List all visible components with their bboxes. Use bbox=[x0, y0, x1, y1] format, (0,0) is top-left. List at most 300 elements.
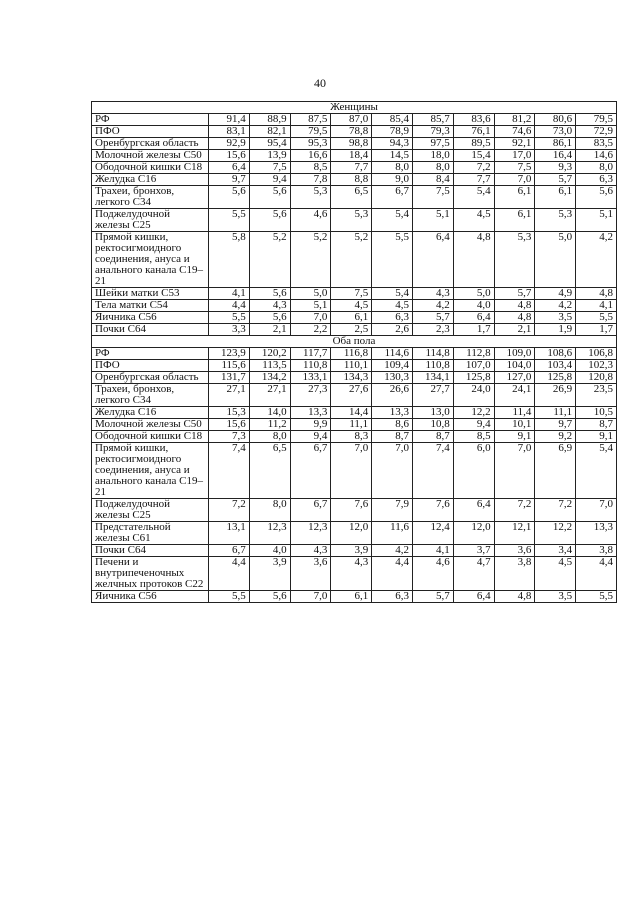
table-cell: 6,1 bbox=[494, 186, 535, 209]
table-cell: 6,4 bbox=[453, 591, 494, 603]
table-cell: 4,1 bbox=[412, 545, 453, 557]
table-cell: 6,1 bbox=[535, 186, 576, 209]
table-cell: 14,5 bbox=[372, 150, 413, 162]
table-cell: 12,3 bbox=[290, 522, 331, 545]
table-row bbox=[92, 591, 617, 603]
table-row bbox=[92, 522, 617, 545]
row-label: Желудка С16 bbox=[92, 407, 209, 419]
table-cell: 5,6 bbox=[209, 186, 250, 209]
table-cell: 125,8 bbox=[535, 372, 576, 384]
table-cell: 89,5 bbox=[453, 138, 494, 150]
page-number: 40 bbox=[314, 76, 326, 90]
table-cell: 9,1 bbox=[494, 431, 535, 443]
table-cell: 8,4 bbox=[412, 174, 453, 186]
table-cell: 98,8 bbox=[331, 138, 372, 150]
table-cell: 8,0 bbox=[249, 499, 290, 522]
table-cell: 5,6 bbox=[249, 209, 290, 232]
table-cell: 27,3 bbox=[290, 384, 331, 407]
table-cell: 15,3 bbox=[209, 407, 250, 419]
table-row bbox=[92, 499, 617, 522]
table-cell: 8,7 bbox=[576, 419, 617, 431]
table-cell: 5,7 bbox=[535, 174, 576, 186]
table-cell: 10,8 bbox=[412, 419, 453, 431]
row-label: ПФО bbox=[92, 126, 209, 138]
table-cell: 6,4 bbox=[453, 499, 494, 522]
table-cell: 114,8 bbox=[412, 348, 453, 360]
table-cell: 6,3 bbox=[372, 591, 413, 603]
table-cell: 6,3 bbox=[372, 312, 413, 324]
table-cell: 4,3 bbox=[290, 545, 331, 557]
table-cell: 7,2 bbox=[453, 162, 494, 174]
table-cell: 9,9 bbox=[290, 419, 331, 431]
table-cell: 5,5 bbox=[209, 591, 250, 603]
table-cell: 2,2 bbox=[290, 324, 331, 336]
table-cell: 110,1 bbox=[331, 360, 372, 372]
table-cell: 8,8 bbox=[331, 174, 372, 186]
table-cell: 86,1 bbox=[535, 138, 576, 150]
table-cell: 4,8 bbox=[453, 232, 494, 288]
table-cell: 109,0 bbox=[494, 348, 535, 360]
table-cell: 18,0 bbox=[412, 150, 453, 162]
table-cell: 5,4 bbox=[576, 443, 617, 499]
table-cell: 2,1 bbox=[494, 324, 535, 336]
table-cell: 7,2 bbox=[209, 499, 250, 522]
row-label: Яичника С56 bbox=[92, 312, 209, 324]
table-cell: 6,4 bbox=[412, 232, 453, 288]
section-title: Оба пола bbox=[92, 336, 617, 348]
table-cell: 24,1 bbox=[494, 384, 535, 407]
table-cell: 5,8 bbox=[209, 232, 250, 288]
table-cell: 6,1 bbox=[331, 591, 372, 603]
table-cell: 103,4 bbox=[535, 360, 576, 372]
table-cell: 5,1 bbox=[412, 209, 453, 232]
table-row bbox=[92, 348, 617, 360]
table-cell: 12,2 bbox=[453, 407, 494, 419]
table-cell: 7,0 bbox=[576, 499, 617, 522]
table-cell: 5,0 bbox=[290, 288, 331, 300]
row-label: Почки С64 bbox=[92, 545, 209, 557]
table-cell: 7,8 bbox=[290, 174, 331, 186]
table-cell: 6,5 bbox=[331, 186, 372, 209]
table-cell: 4,6 bbox=[290, 209, 331, 232]
table-cell: 12,0 bbox=[453, 522, 494, 545]
table-cell: 3,9 bbox=[331, 545, 372, 557]
table-row bbox=[92, 360, 617, 372]
table-cell: 134,3 bbox=[331, 372, 372, 384]
table-row bbox=[92, 324, 617, 336]
table-cell: 4,0 bbox=[249, 545, 290, 557]
table-cell: 4,5 bbox=[331, 300, 372, 312]
table-cell: 10,1 bbox=[494, 419, 535, 431]
table-cell: 4,1 bbox=[576, 300, 617, 312]
table-cell: 133,1 bbox=[290, 372, 331, 384]
table-cell: 27,6 bbox=[331, 384, 372, 407]
table-cell: 12,1 bbox=[494, 522, 535, 545]
table-cell: 2,6 bbox=[372, 324, 413, 336]
table-cell: 4,8 bbox=[576, 288, 617, 300]
table-cell: 7,5 bbox=[249, 162, 290, 174]
table-cell: 6,7 bbox=[209, 545, 250, 557]
table-cell: 7,0 bbox=[290, 591, 331, 603]
table-cell: 7,0 bbox=[290, 312, 331, 324]
table-cell: 3,5 bbox=[535, 591, 576, 603]
section-title: Женщины bbox=[92, 102, 617, 114]
row-label: Шейки матки С53 bbox=[92, 288, 209, 300]
table-cell: 9,4 bbox=[249, 174, 290, 186]
table-cell: 13,9 bbox=[249, 150, 290, 162]
table-cell: 4,3 bbox=[331, 557, 372, 591]
table-cell: 9,2 bbox=[535, 431, 576, 443]
table-cell: 7,2 bbox=[494, 499, 535, 522]
table-cell: 15,6 bbox=[209, 150, 250, 162]
row-label: Желудка С16 bbox=[92, 174, 209, 186]
table-cell: 26,6 bbox=[372, 384, 413, 407]
table-cell: 7,7 bbox=[331, 162, 372, 174]
table-cell: 13,3 bbox=[290, 407, 331, 419]
table-cell: 8,6 bbox=[372, 419, 413, 431]
table-cell: 116,8 bbox=[331, 348, 372, 360]
table-cell: 4,5 bbox=[535, 557, 576, 591]
table-cell: 7,5 bbox=[412, 186, 453, 209]
table-cell: 11,1 bbox=[331, 419, 372, 431]
table-cell: 1,9 bbox=[535, 324, 576, 336]
table-cell: 125,8 bbox=[453, 372, 494, 384]
table-cell: 9,1 bbox=[576, 431, 617, 443]
table-row bbox=[92, 557, 617, 591]
table-cell: 4,4 bbox=[209, 557, 250, 591]
table-cell: 6,4 bbox=[453, 312, 494, 324]
table-cell: 3,6 bbox=[494, 545, 535, 557]
table-cell: 81,2 bbox=[494, 114, 535, 126]
table-cell: 5,6 bbox=[249, 186, 290, 209]
table-cell: 109,4 bbox=[372, 360, 413, 372]
table-row bbox=[92, 186, 617, 209]
table-cell: 8,7 bbox=[412, 431, 453, 443]
table-row bbox=[92, 545, 617, 557]
table-cell: 79,5 bbox=[290, 126, 331, 138]
row-label: Поджелудочной железы С25 bbox=[92, 209, 209, 232]
table-cell: 5,1 bbox=[576, 209, 617, 232]
table-cell: 73,0 bbox=[535, 126, 576, 138]
table-cell: 6,1 bbox=[331, 312, 372, 324]
table-cell: 12,2 bbox=[535, 522, 576, 545]
table-cell: 97,5 bbox=[412, 138, 453, 150]
row-label: Поджелудочной железы С25 bbox=[92, 499, 209, 522]
table-cell: 9,4 bbox=[290, 431, 331, 443]
table-cell: 104,0 bbox=[494, 360, 535, 372]
table-cell: 8,0 bbox=[576, 162, 617, 174]
table-cell: 14,0 bbox=[249, 407, 290, 419]
table-cell: 134,1 bbox=[412, 372, 453, 384]
table-cell: 5,4 bbox=[453, 186, 494, 209]
table-cell: 10,5 bbox=[576, 407, 617, 419]
table-cell: 5,5 bbox=[209, 209, 250, 232]
table-cell: 7,5 bbox=[331, 288, 372, 300]
table-cell: 4,8 bbox=[494, 591, 535, 603]
row-label: Трахеи, бронхов, легкого С34 bbox=[92, 186, 209, 209]
table-cell: 7,2 bbox=[535, 499, 576, 522]
table-row bbox=[92, 114, 617, 126]
row-label: Прямой кишки, ректосигмоидного соединения, ануса и анального канала С19–21 bbox=[92, 443, 209, 499]
table-cell: 13,3 bbox=[576, 522, 617, 545]
table-cell: 4,8 bbox=[494, 312, 535, 324]
table-cell: 107,0 bbox=[453, 360, 494, 372]
table-cell: 16,6 bbox=[290, 150, 331, 162]
table-row bbox=[92, 312, 617, 324]
table-cell: 74,6 bbox=[494, 126, 535, 138]
row-label: РФ bbox=[92, 348, 209, 360]
table-cell: 83,1 bbox=[209, 126, 250, 138]
table-cell: 5,3 bbox=[535, 209, 576, 232]
table-cell: 23,5 bbox=[576, 384, 617, 407]
table-cell: 27,1 bbox=[249, 384, 290, 407]
table-row bbox=[92, 288, 617, 300]
table-cell: 14,4 bbox=[331, 407, 372, 419]
row-label: Печени и внутрипеченочных желчных протоков С22 bbox=[92, 557, 209, 591]
table-cell: 4,4 bbox=[576, 557, 617, 591]
table-cell: 5,5 bbox=[372, 232, 413, 288]
table-cell: 87,0 bbox=[331, 114, 372, 126]
table-cell: 5,5 bbox=[576, 312, 617, 324]
table-cell: 11,1 bbox=[535, 407, 576, 419]
table-cell: 8,0 bbox=[372, 162, 413, 174]
table-cell: 80,6 bbox=[535, 114, 576, 126]
table-cell: 8,5 bbox=[290, 162, 331, 174]
table-cell: 7,6 bbox=[412, 499, 453, 522]
table-cell: 5,3 bbox=[494, 232, 535, 288]
table-cell: 5,7 bbox=[494, 288, 535, 300]
table-cell: 3,3 bbox=[209, 324, 250, 336]
table-cell: 4,2 bbox=[412, 300, 453, 312]
table-cell: 6,7 bbox=[290, 443, 331, 499]
table-cell: 82,1 bbox=[249, 126, 290, 138]
table-cell: 5,3 bbox=[331, 209, 372, 232]
table-cell: 134,2 bbox=[249, 372, 290, 384]
table-cell: 5,6 bbox=[249, 288, 290, 300]
table-cell: 79,5 bbox=[576, 114, 617, 126]
table-cell: 6,1 bbox=[494, 209, 535, 232]
table-cell: 8,0 bbox=[412, 162, 453, 174]
table-cell: 15,6 bbox=[209, 419, 250, 431]
table-cell: 4,4 bbox=[209, 300, 250, 312]
table-cell: 11,4 bbox=[494, 407, 535, 419]
table-cell: 4,8 bbox=[494, 300, 535, 312]
table-cell: 13,1 bbox=[209, 522, 250, 545]
table-cell: 1,7 bbox=[576, 324, 617, 336]
table-cell: 6,0 bbox=[453, 443, 494, 499]
table-row bbox=[92, 443, 617, 499]
row-label: Трахеи, бронхов, легкого С34 bbox=[92, 384, 209, 407]
table-cell: 3,5 bbox=[535, 312, 576, 324]
row-label: Ободочной кишки С18 bbox=[92, 431, 209, 443]
table-cell: 5,3 bbox=[290, 186, 331, 209]
table-cell: 15,4 bbox=[453, 150, 494, 162]
table-cell: 95,4 bbox=[249, 138, 290, 150]
table-cell: 7,6 bbox=[331, 499, 372, 522]
table-cell: 24,0 bbox=[453, 384, 494, 407]
table-row bbox=[92, 126, 617, 138]
table-cell: 102,3 bbox=[576, 360, 617, 372]
table-cell: 8,7 bbox=[372, 431, 413, 443]
table-cell: 4,4 bbox=[372, 557, 413, 591]
table-cell: 91,4 bbox=[209, 114, 250, 126]
table-cell: 4,6 bbox=[412, 557, 453, 591]
table-cell: 4,2 bbox=[372, 545, 413, 557]
table-cell: 4,3 bbox=[249, 300, 290, 312]
table-cell: 11,6 bbox=[372, 522, 413, 545]
table-cell: 1,7 bbox=[453, 324, 494, 336]
table-cell: 5,1 bbox=[290, 300, 331, 312]
table-cell: 13,0 bbox=[412, 407, 453, 419]
table-cell: 3,6 bbox=[290, 557, 331, 591]
table-cell: 130,3 bbox=[372, 372, 413, 384]
table-cell: 112,8 bbox=[453, 348, 494, 360]
table-row bbox=[92, 407, 617, 419]
table-cell: 85,7 bbox=[412, 114, 453, 126]
table-cell: 7,3 bbox=[209, 431, 250, 443]
table-cell: 5,4 bbox=[372, 209, 413, 232]
table-cell: 26,9 bbox=[535, 384, 576, 407]
table-cell: 9,7 bbox=[535, 419, 576, 431]
table-cell: 5,7 bbox=[412, 591, 453, 603]
table-cell: 88,9 bbox=[249, 114, 290, 126]
table-cell: 7,0 bbox=[494, 174, 535, 186]
row-label: Ободочной кишки С18 bbox=[92, 162, 209, 174]
table-cell: 85,4 bbox=[372, 114, 413, 126]
table-cell: 78,9 bbox=[372, 126, 413, 138]
table-cell: 16,4 bbox=[535, 150, 576, 162]
table-cell: 12,3 bbox=[249, 522, 290, 545]
table-cell: 127,0 bbox=[494, 372, 535, 384]
table-cell: 7,7 bbox=[453, 174, 494, 186]
table-cell: 92,9 bbox=[209, 138, 250, 150]
table-row bbox=[92, 300, 617, 312]
table-cell: 114,6 bbox=[372, 348, 413, 360]
table-cell: 8,3 bbox=[331, 431, 372, 443]
table-cell: 8,0 bbox=[249, 431, 290, 443]
table-cell: 78,8 bbox=[331, 126, 372, 138]
table-cell: 5,6 bbox=[249, 312, 290, 324]
table-cell: 4,7 bbox=[453, 557, 494, 591]
table-cell: 115,6 bbox=[209, 360, 250, 372]
table-cell: 7,9 bbox=[372, 499, 413, 522]
table-cell: 5,2 bbox=[331, 232, 372, 288]
table-cell: 5,2 bbox=[249, 232, 290, 288]
row-label: Тела матки С54 bbox=[92, 300, 209, 312]
table-row bbox=[92, 431, 617, 443]
table-cell: 7,4 bbox=[209, 443, 250, 499]
table-cell: 3,7 bbox=[453, 545, 494, 557]
table-cell: 7,0 bbox=[331, 443, 372, 499]
table-cell: 17,0 bbox=[494, 150, 535, 162]
table-cell: 14,6 bbox=[576, 150, 617, 162]
table-cell: 5,6 bbox=[576, 186, 617, 209]
table-cell: 4,0 bbox=[453, 300, 494, 312]
table-cell: 83,5 bbox=[576, 138, 617, 150]
table-cell: 79,3 bbox=[412, 126, 453, 138]
row-label: Оренбургская область bbox=[92, 138, 209, 150]
row-label: Молочной железы С50 bbox=[92, 150, 209, 162]
table-cell: 4,3 bbox=[412, 288, 453, 300]
table-cell: 113,5 bbox=[249, 360, 290, 372]
table-cell: 120,8 bbox=[576, 372, 617, 384]
table-cell: 92,1 bbox=[494, 138, 535, 150]
table-cell: 9,7 bbox=[209, 174, 250, 186]
table-cell: 13,3 bbox=[372, 407, 413, 419]
table-cell: 106,8 bbox=[576, 348, 617, 360]
table-cell: 2,5 bbox=[331, 324, 372, 336]
table-cell: 4,5 bbox=[453, 209, 494, 232]
row-label: Оренбургская область bbox=[92, 372, 209, 384]
row-label: РФ bbox=[92, 114, 209, 126]
row-label: Прямой кишки, ректосигмоидного соединения, ануса и анального канала С19–21 bbox=[92, 232, 209, 288]
table-row bbox=[92, 232, 617, 288]
table-row bbox=[92, 384, 617, 407]
table-cell: 18,4 bbox=[331, 150, 372, 162]
table-cell: 3,8 bbox=[494, 557, 535, 591]
table-cell: 110,8 bbox=[290, 360, 331, 372]
table-row bbox=[92, 150, 617, 162]
table-cell: 5,4 bbox=[372, 288, 413, 300]
table-row bbox=[92, 209, 617, 232]
row-label: Предстательной железы С61 bbox=[92, 522, 209, 545]
table-cell: 6,4 bbox=[209, 162, 250, 174]
table-cell: 120,2 bbox=[249, 348, 290, 360]
row-label: Яичника С56 bbox=[92, 591, 209, 603]
table-row bbox=[92, 174, 617, 186]
table-cell: 87,5 bbox=[290, 114, 331, 126]
table-cell: 72,9 bbox=[576, 126, 617, 138]
row-label: Почки С64 bbox=[92, 324, 209, 336]
table-cell: 123,9 bbox=[209, 348, 250, 360]
table-cell: 27,7 bbox=[412, 384, 453, 407]
table-cell: 9,4 bbox=[453, 419, 494, 431]
table-cell: 3,4 bbox=[535, 545, 576, 557]
table-cell: 3,8 bbox=[576, 545, 617, 557]
incidence-table bbox=[91, 101, 617, 603]
table-cell: 3,9 bbox=[249, 557, 290, 591]
table-cell: 131,7 bbox=[209, 372, 250, 384]
table-cell: 7,5 bbox=[494, 162, 535, 174]
table-cell: 83,6 bbox=[453, 114, 494, 126]
row-label: ПФО bbox=[92, 360, 209, 372]
table-cell: 6,5 bbox=[249, 443, 290, 499]
table-cell: 110,8 bbox=[412, 360, 453, 372]
table-cell: 5,7 bbox=[412, 312, 453, 324]
table-row bbox=[92, 419, 617, 431]
table-cell: 5,0 bbox=[535, 232, 576, 288]
table-cell: 12,4 bbox=[412, 522, 453, 545]
table-cell: 5,0 bbox=[453, 288, 494, 300]
table-cell: 7,0 bbox=[372, 443, 413, 499]
table-cell: 27,1 bbox=[209, 384, 250, 407]
table-cell: 2,1 bbox=[249, 324, 290, 336]
table-row bbox=[92, 162, 617, 174]
table-cell: 108,6 bbox=[535, 348, 576, 360]
table-cell: 4,2 bbox=[576, 232, 617, 288]
table-row bbox=[92, 372, 617, 384]
table-row bbox=[92, 138, 617, 150]
table-cell: 9,0 bbox=[372, 174, 413, 186]
table-cell: 2,3 bbox=[412, 324, 453, 336]
table-cell: 4,9 bbox=[535, 288, 576, 300]
table-cell: 7,0 bbox=[494, 443, 535, 499]
table-cell: 6,3 bbox=[576, 174, 617, 186]
section-header-row bbox=[92, 336, 617, 348]
table-cell: 12,0 bbox=[331, 522, 372, 545]
section-header-row bbox=[92, 102, 617, 114]
table-cell: 4,5 bbox=[372, 300, 413, 312]
